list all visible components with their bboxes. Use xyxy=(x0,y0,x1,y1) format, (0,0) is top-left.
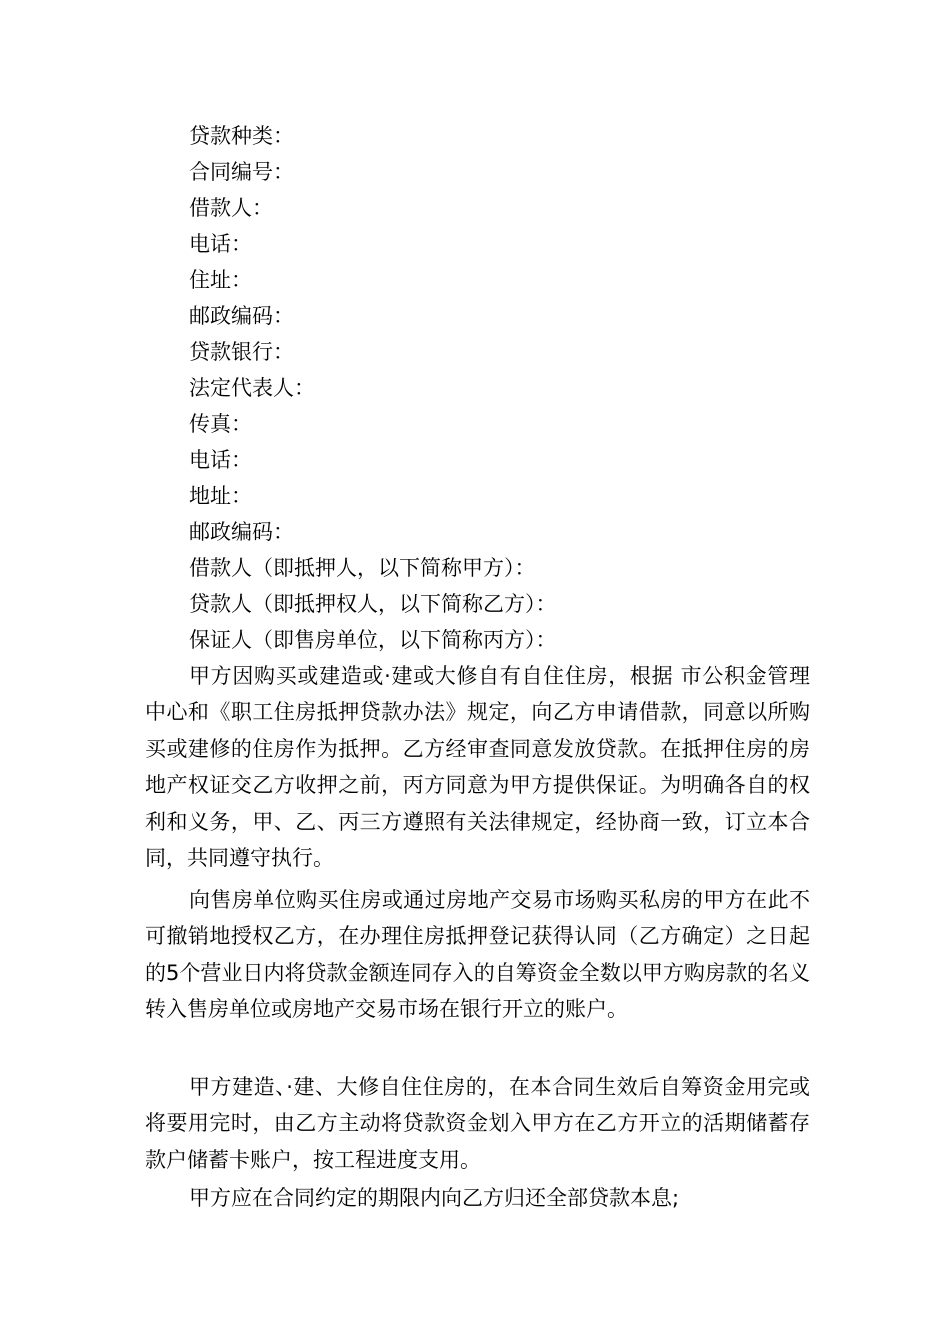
field-fax: 传真： xyxy=(189,412,252,436)
field-borrower-address: 住址： xyxy=(189,268,252,292)
paragraph-repayment: 甲方应在合同约定的期限内向乙方归还全部贷款本息; xyxy=(189,1186,680,1210)
field-party-a: 借款人（即抵押人，以下简称甲方）： xyxy=(189,556,536,580)
field-borrower: 借款人： xyxy=(189,196,273,220)
field-bank-address: 地址： xyxy=(189,484,252,508)
field-borrower-postcode: 邮政编码： xyxy=(189,304,294,328)
field-lending-bank: 贷款银行： xyxy=(189,340,294,364)
field-bank-phone: 电话： xyxy=(189,448,252,472)
field-bank-postcode: 邮政编码： xyxy=(189,520,294,544)
field-loan-type: 贷款种类： xyxy=(189,124,294,148)
field-borrower-phone: 电话： xyxy=(189,232,252,256)
contract-header-fields xyxy=(189,118,809,658)
field-legal-representative: 法定代表人： xyxy=(189,376,315,400)
field-party-b: 贷款人（即抵押权人，以下简称乙方）： xyxy=(189,592,557,616)
field-party-c: 保证人（即售房单位，以下简称丙方）： xyxy=(189,628,557,652)
paragraph-construction-disbursement: 甲方建造、·建、大修自住住房的，在本合同生效后自筹资金用完或将要用完时，由乙方主动将贷款资金划入甲方在乙方开立的活期储蓄存款户储蓄卡账户，按工程进度支用。 xyxy=(145,1075,810,1172)
paragraph-purchase-authorization: 向售房单位购买住房或通过房地产交易市场购买私房的甲方在此不可撤销地授权乙方，在办理住房抵押登记获得认同（乙方确定）之日起的5个营业日内将贷款金额连同存入的自筹资金全数以甲方购房款的名义转入售房单位或房地产交易市场在银行开立的账户。 xyxy=(145,888,810,1022)
paragraph-purpose: 甲方因购买或建造或·建或大修自有自住住房，根据 市公积金管理中心和《职工住房抵押贷款办法》规定，向乙方申请借款，同意以所购买或建修的住房作为抵押。乙方经审查同意发放贷款。在抵押住房的房地产权证交乙方收押之前，丙方同意为甲方提供保证。为明确各自的权利和义务，甲、乙、丙三方遵照有关法律规定，经协商一致，订立本合同，共同遵守执行。 xyxy=(145,664,810,871)
field-contract-number: 合同编号： xyxy=(189,160,294,184)
